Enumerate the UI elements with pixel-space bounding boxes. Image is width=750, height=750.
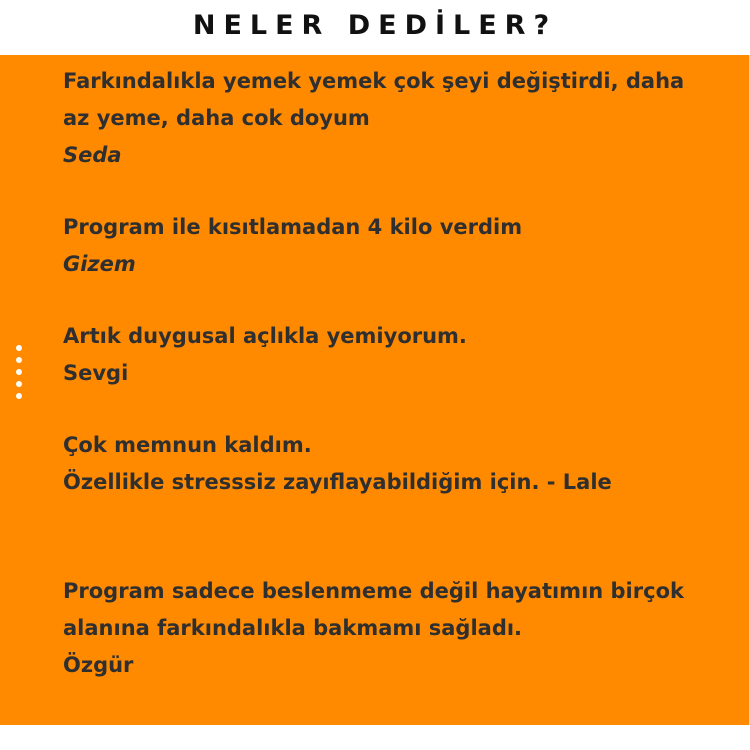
testimonial-text: Özellikle stresssiz zayıflayabildiğim için. - Lale [63,470,612,494]
header [0,0,750,55]
testimonial-author: Gizem [63,252,136,276]
testimonial-author: Seda [63,143,122,167]
testimonial-text: Artık duygusal açlıkla yemiyorum. [63,324,467,348]
testimonial-item [63,427,703,501]
dot [16,393,22,399]
testimonial-author: Özgür [63,653,134,677]
spacer [63,283,703,318]
testimonial-text: Program ile kısıtlamadan 4 kilo verdim [63,215,523,239]
testimonial-item [63,63,703,174]
testimonial-author: Sevgi [63,361,129,385]
dot [16,369,22,375]
testimonial-item [63,209,703,283]
testimonial-list [63,63,703,684]
dot [16,345,22,351]
testimonial-item [63,573,703,684]
testimonial-text: Program sadece beslenmeme değil hayatımın birçok alanına farkındalıkla bakmamı sağladı. [63,579,684,640]
spacer [63,392,703,427]
testimonial-text: Farkındalıkla yemek yemek çok şeyi değiştirdi, daha az yeme, daha cok doyum [63,69,685,130]
page-title: NELER DEDİLER? [192,10,558,41]
testimonial-text: Çok memnun kaldım. [63,433,312,457]
footer [0,725,750,750]
dot [16,357,22,363]
spacer [63,501,703,573]
dot [16,381,22,387]
spacer [63,174,703,209]
testimonial-item [63,318,703,392]
vertical-dots-icon[interactable] [16,345,26,405]
